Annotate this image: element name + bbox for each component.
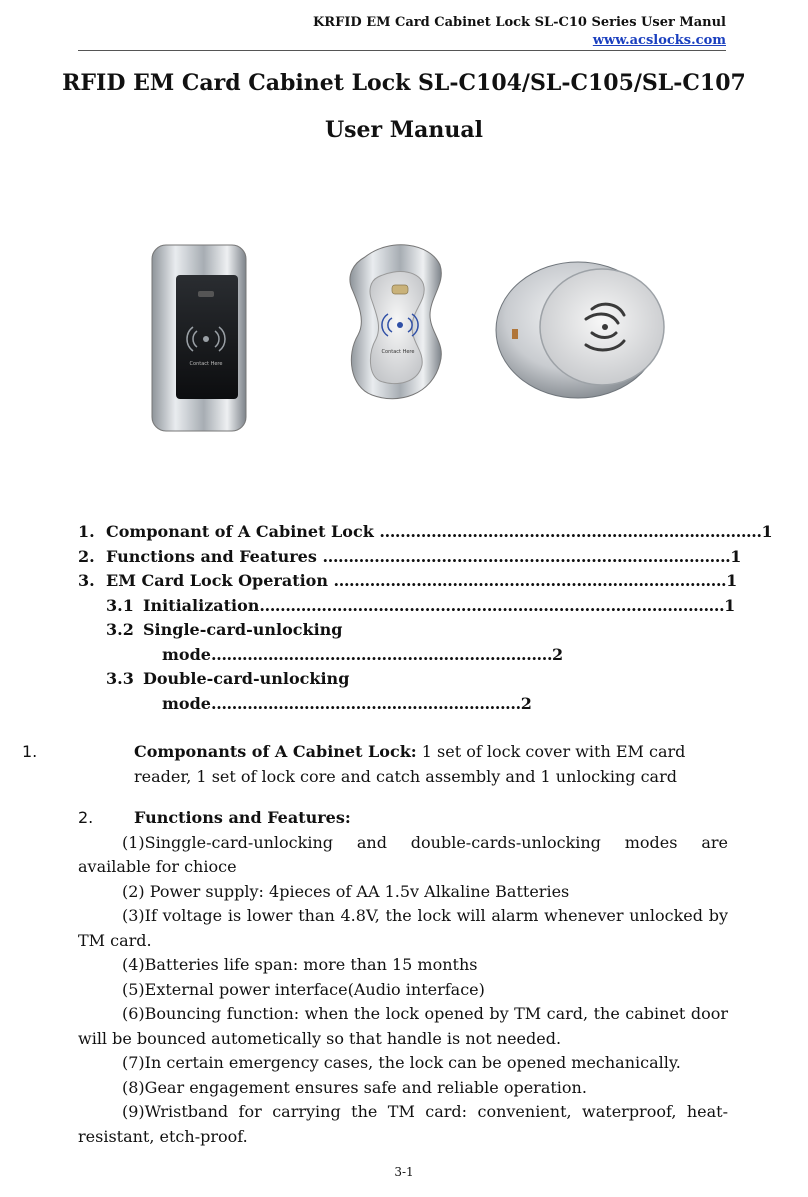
lock-sl-c104-image: [152, 245, 246, 431]
toc-item-3-3[interactable]: 3.3 Double-card-unlocking: [106, 669, 350, 688]
section-1-text: 1 set of lock cover with EM card reader, 1 set of lock core and catch assembly and 1 unlocking card: [134, 742, 686, 786]
toc-item-3-2-cont[interactable]: mode…………………………………………………………2: [162, 644, 564, 664]
section-2-number: 2.: [78, 808, 94, 827]
feature-item: (2) Power supply: 4pieces of AA 1.5v Alkaline Batteries: [122, 881, 570, 901]
header-rule: [78, 50, 726, 51]
section-2-heading: Functions and Features:: [134, 808, 351, 827]
toc-item-3-2[interactable]: 3.2 Single-card-unlocking: [106, 620, 343, 639]
header-url-link[interactable]: www.acslocks.com: [592, 33, 726, 48]
header-title: KRFID EM Card Cabinet Lock SL-C10 Series User Manul: [313, 15, 726, 30]
document-title: RFID EM Card Cabinet Lock SL-C104/SL-C105/SL-C107: [62, 70, 746, 96]
toc-item-3-1[interactable]: 3.1 Initialization……………………………………………...………………………………1: [106, 595, 736, 615]
feature-item: (6)Bouncing function: when the lock opened by TM card, the cabinet door will be bounced autometically so that handle is not needed.: [78, 1004, 728, 1048]
product-photos: [140, 235, 680, 445]
section-functions: [78, 806, 728, 1149]
section-components: [22, 740, 728, 789]
lock-sl-c105-image: [345, 245, 441, 399]
toc-item-3-3-cont[interactable]: mode……………………………...……………………2: [162, 693, 532, 713]
feature-item: (3)If voltage is lower than 4.8V, the lock will alarm whenever unlocked by TM card.: [78, 906, 728, 950]
page-number: 3-1: [394, 1165, 414, 1179]
lock1-contact-label: Contact Here: [189, 361, 223, 367]
feature-item: (7)In certain emergency cases, the lock can be opened mechanically.: [122, 1053, 681, 1072]
feature-item: (8)Gear engagement ensures safe and reliable operation.: [122, 1077, 587, 1097]
page-header: [313, 14, 726, 50]
section-1-number: 1.: [22, 742, 38, 761]
feature-item: (1)Singgle-card-unlocking and double-cards-unlocking modes are available for chioce: [78, 832, 728, 876]
toc-item-1[interactable]: 1. Componant of A Cabinet Lock ……………………………………………………..…………1: [78, 522, 773, 541]
feature-item: (9)Wristband for carrying the TM card: convenient, waterproof, heat-resistant, etch-proof.: [78, 1102, 728, 1146]
feature-item: (4)Batteries life span: more than 15 months: [122, 955, 478, 974]
table-of-contents: [78, 520, 773, 716]
toc-item-2[interactable]: 2. Functions and Features …………………………………………………...……………….1: [78, 546, 742, 566]
toc-item-3[interactable]: 3. EM Card Lock Operation ………………………………………………………………….1: [78, 571, 738, 590]
section-1-heading: Componants of A Cabinet Lock:: [134, 742, 417, 761]
section-1-paragraph: [22, 740, 728, 789]
section-2-heading-row: [78, 806, 728, 831]
lock-sl-c107-image: [496, 262, 664, 398]
document-subtitle: User Manual: [324, 117, 484, 143]
lock2-contact-label: Contact Here: [381, 349, 415, 355]
feature-item: (5)External power interface(Audio interface): [122, 979, 485, 999]
